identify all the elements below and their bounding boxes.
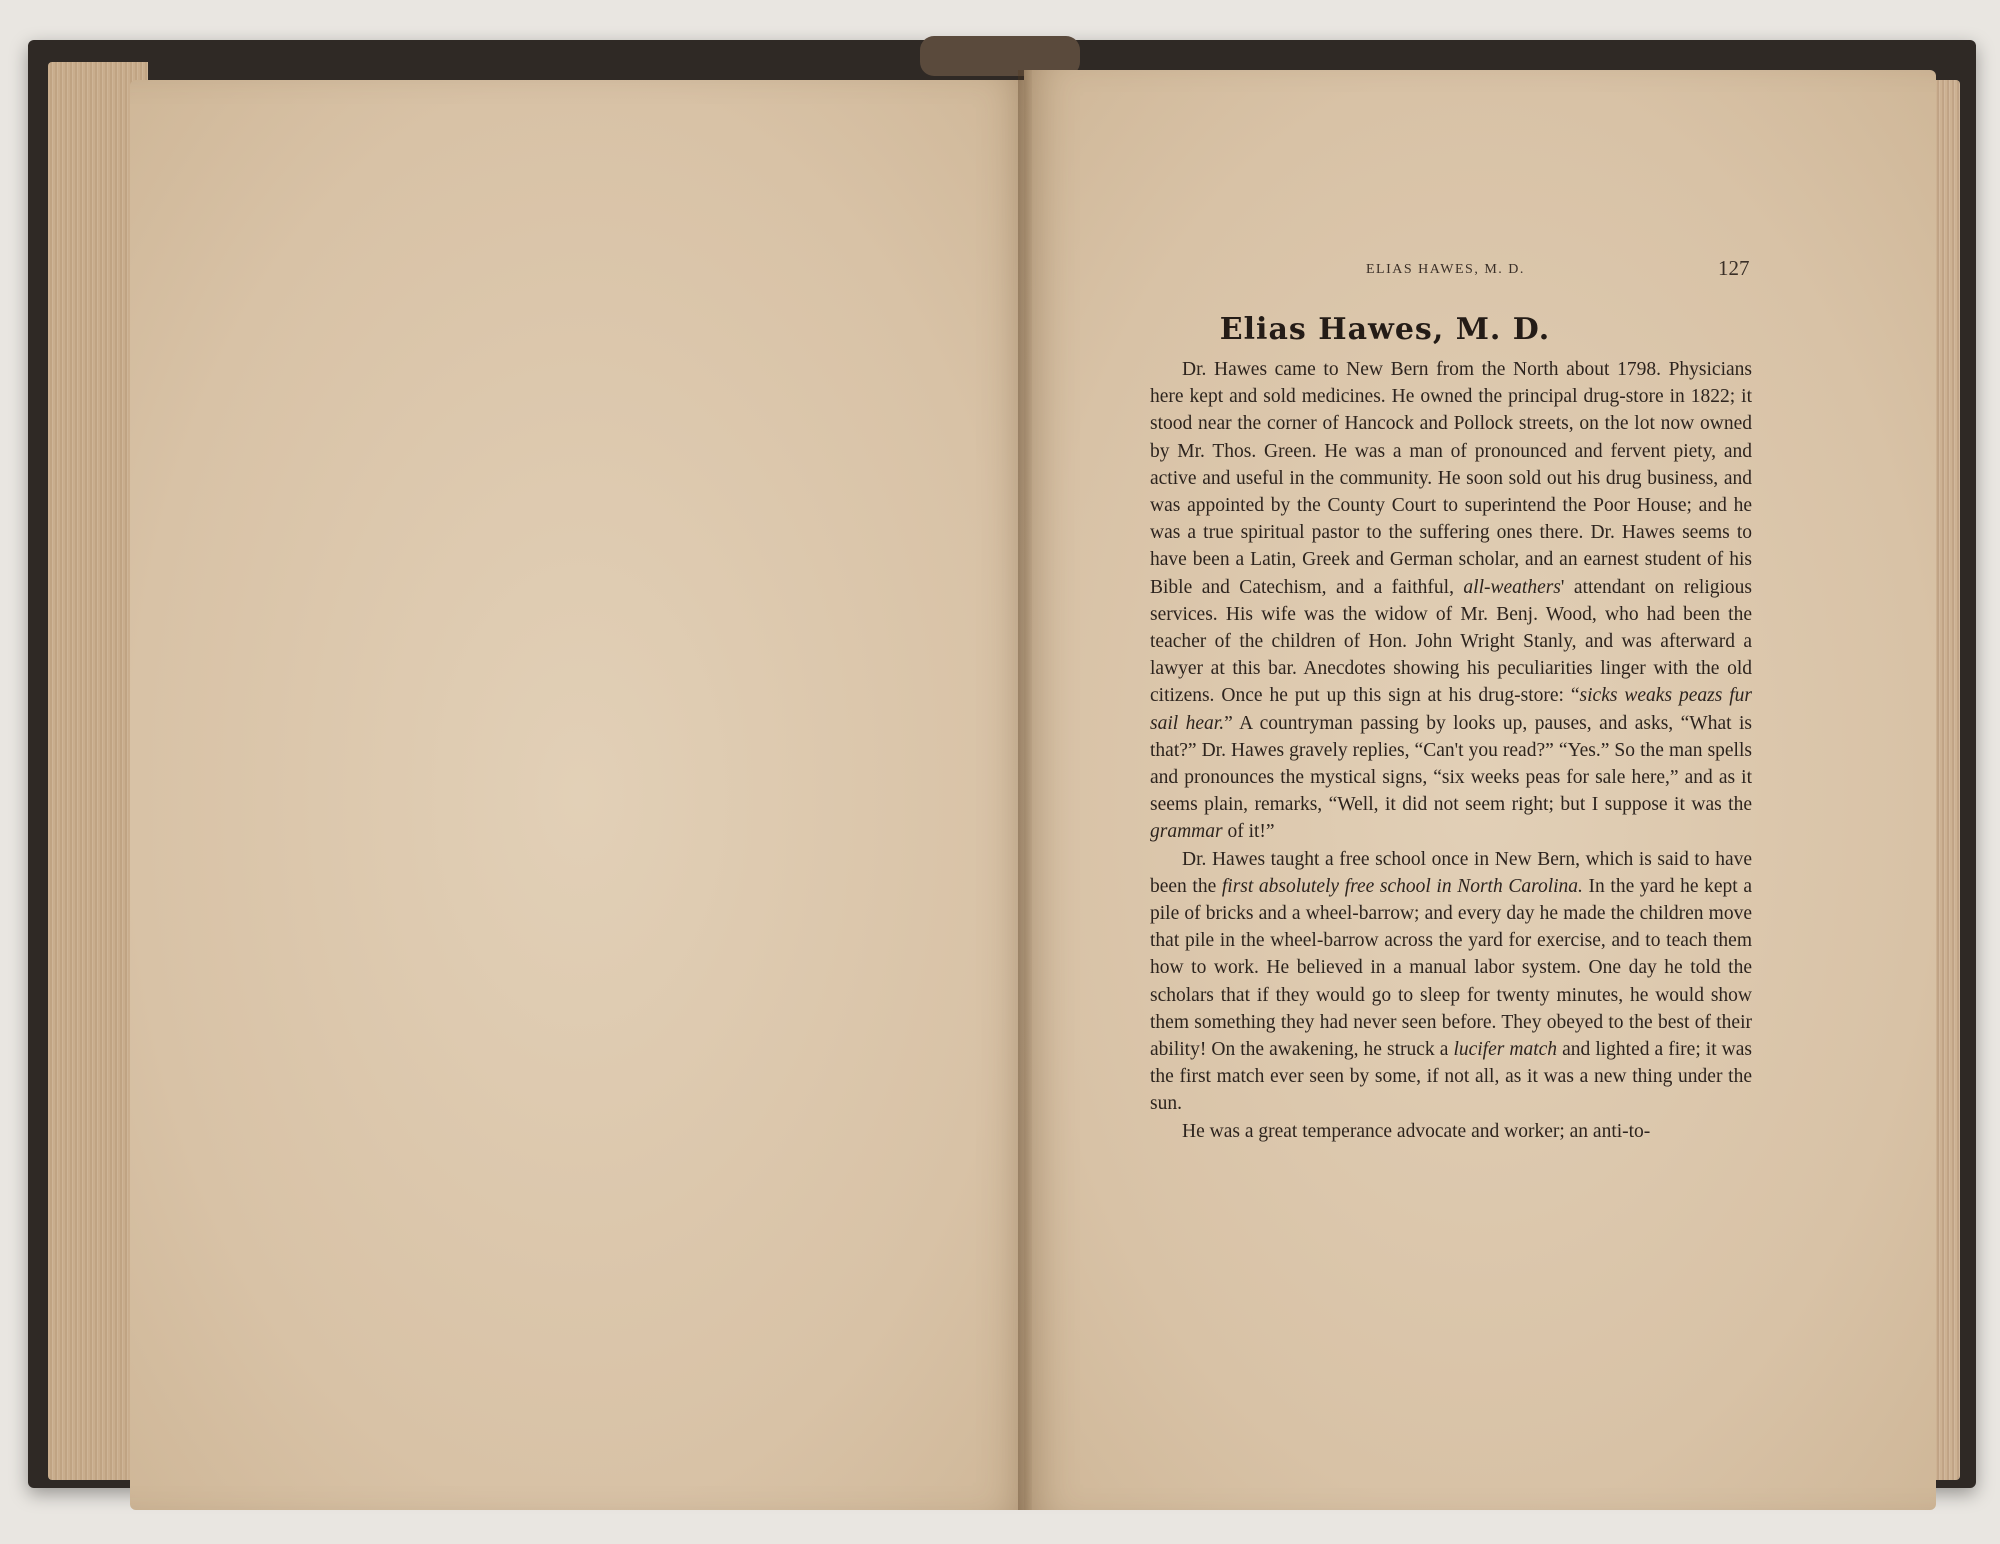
italic-phrase: lucifer match bbox=[1453, 1039, 1558, 1061]
text-run: Dr. Hawes taught a free school once in New Bern, which is said to have been the bbox=[1150, 848, 1752, 897]
text-run: ' attendant on religious services. His wife was the widow of Mr. Benj. Wood, who had been the teacher of the children of Hon. John Wright Stanly, and was afterward a lawyer at this bar. Anecdotes showing his peculiarities linger with the old citizens. Once he put up this sign at his drug-store: “ bbox=[1150, 576, 1752, 707]
text-run: of it!” bbox=[1222, 821, 1275, 843]
italic-phrase: all-weathers bbox=[1463, 576, 1561, 598]
left-page-blank bbox=[130, 80, 1030, 1510]
text-run: In the yard he kept a pile of bricks and a wheel-barrow; and every day he made the children move that pile in the wheel-barrow across the yard for exercise, and to teach them how to work. He believed in a manual labor system. One day he told the scholars that if they would go to sleep for twenty minutes, he would show them something they had never seen before. They obeyed to the best of their ability! On the awakening, he struck a bbox=[1150, 875, 1752, 1061]
paragraph bbox=[1150, 356, 1752, 846]
paragraph bbox=[1150, 846, 1752, 1118]
running-head: ELIAS HAWES, M. D. bbox=[1366, 262, 1525, 277]
italic-phrase: grammar bbox=[1150, 821, 1223, 843]
text-run: and lighted a fire; it was the first match ever seen by some, if not all, as it was a new thing under the sun. bbox=[1150, 1039, 1753, 1115]
page-number: 127 bbox=[1718, 256, 1750, 280]
italic-phrase: sicks weaks peazs fur sail hear. bbox=[1150, 685, 1752, 734]
body-text bbox=[1150, 356, 1752, 1145]
text-run: Dr. Hawes came to New Bern from the North about 1798. Physicians here kept and sold medicines. He owned the principal drug-store in 1822; it stood near the corner of Hancock and Pollock streets, on the lot now owned by Mr. Thos. Green. He was a man of pronounced and fervent piety, and active and useful in the community. He soon sold out his drug business, and was appointed by the County Court to superintend the Poor House; and he was a true spiritual pastor to the suffering ones there. Dr. Hawes seems to have been a Latin, Greek and German scholar, and an earnest student of his Bible and Catechism, and a faithful, bbox=[1150, 359, 1752, 598]
chapter-title: Elias Hawes, M. D. bbox=[1219, 312, 1551, 347]
text-run: ” A countryman passing by looks up, pauses, and asks, “What is that?” Dr. Hawes gravely replies, “Can't you read?” “Yes.” So the man spells and pronounces the mystical signs, “six weeks peas for sale here,” and as it seems plain, remarks, “Well, it did not seem right; but I suppose it was the bbox=[1150, 712, 1752, 816]
italic-phrase: first absolutely free school in North Carolina. bbox=[1221, 875, 1583, 897]
book-gutter bbox=[1018, 70, 1032, 1510]
paragraph bbox=[1150, 1118, 1752, 1145]
text-run: He was a great temperance advocate and worker; an anti-to- bbox=[1182, 1120, 1651, 1142]
